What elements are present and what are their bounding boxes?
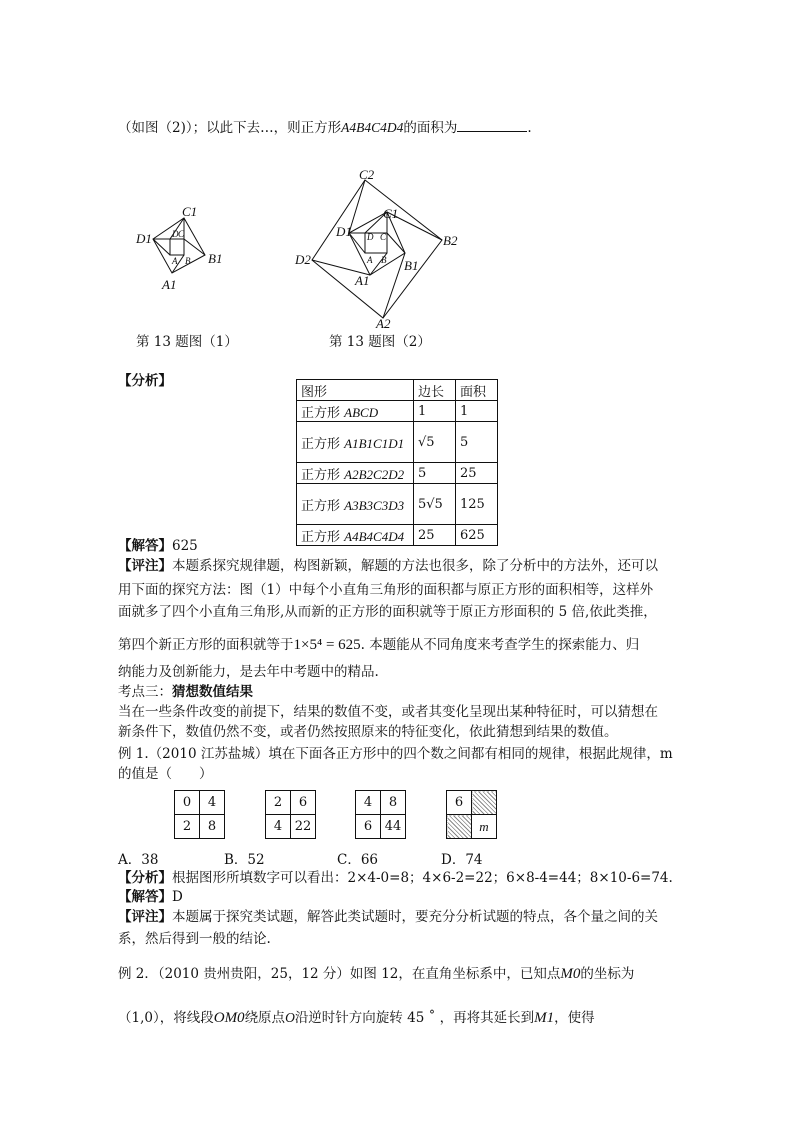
answer-blank (457, 119, 527, 132)
example2-line-2 (118, 1004, 595, 1032)
number-grid-2 (265, 790, 316, 839)
example1-comment-label: 【评注】 (118, 909, 172, 925)
top-line-suffix: 的面积为 (403, 120, 458, 136)
shape-prefix: 正方形 (301, 529, 345, 545)
table-cell-area: 5 (456, 422, 498, 463)
comment-formula: 1×5⁴ = 625 (293, 637, 361, 653)
number-grid-1 (174, 790, 225, 839)
label-a-fig1: A (172, 256, 178, 266)
example1-analysis (118, 868, 673, 888)
example2-segment: OM0 (213, 1010, 245, 1026)
example2-line-1-prefix: 例 2．（2010 贵州贵阳，25，12 分）如图 12，在直角坐标系中，已知点 (118, 966, 561, 982)
example2-text-d: ，使得 (554, 1010, 595, 1026)
option-d: D．74 (441, 852, 483, 868)
table-cell-area: 125 (456, 484, 498, 525)
comment-line-1 (118, 556, 658, 576)
shape-prefix: 正方形 (301, 498, 345, 514)
label-c2: C2 (359, 167, 375, 182)
figure-caption-1: 第 13 题图（1） (136, 334, 238, 350)
comment-line-4 (118, 630, 639, 660)
table-header-row (297, 380, 498, 401)
grid-cell: 2 (175, 815, 200, 839)
square-a2b2c2d2 (312, 180, 442, 318)
results-table (296, 379, 498, 546)
comment-line-4-suffix: . 本题能从不同角度来考查学生的探索能力、归 (360, 637, 640, 653)
table-row (297, 422, 498, 463)
shape-name: A4B4C4D4 (344, 528, 405, 544)
grid-cell: 44 (381, 815, 406, 839)
grid-cell (472, 815, 497, 839)
table-cell-side: 5 (414, 463, 456, 484)
example2-point-m0: M0 (560, 966, 581, 982)
label-b1-fig2: B1 (404, 258, 419, 273)
example1-answer (118, 887, 183, 907)
example1-analysis-label: 【分析】 (118, 870, 172, 886)
table-row (297, 484, 498, 525)
label-c-fig1: C (178, 229, 185, 239)
comment-line-5: 纳能力及创新能力，是去年中考题中的精品. (118, 664, 379, 680)
grid-cell: 4 (356, 791, 381, 815)
grid-cell-hatched (447, 815, 472, 839)
comment-line-4-prefix: 第四个新正方形的面积就等于 (118, 637, 294, 653)
example2-line-1 (118, 960, 634, 988)
section-label: 考点三： (118, 684, 172, 700)
answer-line (118, 536, 198, 556)
shape-name: A1B1C1D1 (344, 435, 405, 451)
figure-2 (312, 180, 442, 318)
example1-comment-text: 本题属于探究类试题，解答此类试题时，要充分分析试题的特点，各个量之间的关 (172, 909, 658, 925)
number-grid-3 (355, 790, 406, 839)
shape-prefix: 正方形 (301, 405, 345, 421)
table-cell-side: 5√5 (414, 484, 456, 525)
label-d1-fig2: D1 (336, 224, 352, 239)
table-row (297, 463, 498, 484)
table-cell-shape (297, 525, 414, 546)
table-row (297, 525, 498, 546)
comment-label: 【评注】 (118, 558, 172, 574)
answer-value: 625 (172, 538, 198, 554)
analysis-label: 【分析】 (118, 373, 172, 389)
answer-label: 【解答】 (118, 538, 172, 554)
table-cell-side: √5 (414, 422, 456, 463)
shape-name: ABCD (344, 404, 379, 420)
grid-cell: 6 (447, 791, 472, 815)
shape-name: A2B2C2D2 (344, 466, 405, 482)
example1-analysis-text: 根据图形所填数字可以看出：2×4-0=8；4×6-2=22；6×8-4=44；8×10-6=74. (172, 870, 673, 886)
top-line-end: . (527, 120, 532, 136)
label-a1-fig1: A1 (162, 277, 177, 292)
example2-text-a: （1,0），将线段 (118, 1010, 214, 1026)
label-a-fig2: A (367, 255, 373, 265)
comment-text-1: 本题系探究规律题，构图新颖，解题的方法也很多，除了分析中的方法外，还可以 (172, 558, 658, 574)
table-cell-side: 1 (414, 401, 456, 422)
table-cell-shape (297, 401, 414, 422)
table-cell-area: 25 (456, 463, 498, 484)
grid-cell-hatched (472, 791, 497, 815)
square-abcd-fig1 (170, 239, 184, 255)
option-c: C．66 (337, 852, 379, 868)
table-cell-side: 25 (414, 525, 456, 546)
table-cell-area: 625 (456, 525, 498, 546)
grid-cell: 4 (266, 815, 291, 839)
table-cell-shape (297, 484, 414, 525)
label-c1-fig2: C1 (383, 206, 399, 221)
table-cell-shape (297, 422, 414, 463)
grid-cell: 0 (175, 791, 200, 815)
label-d-fig2: D (367, 232, 374, 242)
example2-text-b: 绕原点 (244, 1010, 286, 1026)
section-heading (118, 682, 253, 702)
table-cell-shape (297, 463, 414, 484)
grid-cell: 8 (200, 815, 225, 839)
label-b1-fig1: B1 (208, 251, 223, 266)
top-line-square: A4B4C4D4 (341, 120, 404, 135)
intro-line-1: 当在一些条件改变的前提下，结果的数值不变，或者其变化呈现出某种特征时，可以猜想在 (118, 704, 658, 720)
label-a2: A2 (376, 316, 391, 331)
shape-name: A3B3C3D3 (344, 497, 405, 513)
label-a1-fig2: A1 (355, 273, 370, 288)
example2-origin: O (285, 1010, 295, 1025)
shape-prefix: 正方形 (301, 467, 345, 483)
example1-comment-2: 系，然后得到一般的结论. (118, 931, 271, 947)
section-title: 猜想数值结果 (172, 684, 253, 700)
label-b-fig1: B (185, 256, 191, 266)
example1-line-2: 的值是（ ） (118, 766, 213, 782)
geometry-figure (0, 160, 794, 340)
example2-line-1-suffix: 的坐标为 (580, 966, 635, 982)
intro-line-2: 新条件下，数值仍然不变，或者仍然按照原来的特征变化，依此猜想到结果的数值。 (118, 724, 618, 740)
label-d-fig1: D (172, 229, 179, 239)
table-row (297, 401, 498, 422)
label-b2: B2 (443, 233, 458, 248)
label-c-fig2: C (380, 232, 387, 242)
example2-text-c: 沿逆时针方向旋转 45 ˚ ，再将其延长到 (294, 1010, 535, 1026)
grid-cell: 2 (266, 791, 291, 815)
grid-cell: 6 (291, 791, 316, 815)
example1-line-1: 例 1.（2010 江苏盐城）填在下面各正方形中的四个数之间都有相同的规律，根据此规律，m (118, 746, 673, 762)
header-shape: 图形 (297, 380, 414, 401)
top-line (118, 118, 532, 138)
label-b-fig2: B (381, 255, 387, 265)
figure-caption-2: 第 13 题图（2） (329, 334, 431, 350)
grid-cell: 8 (381, 791, 406, 815)
comment-line-3: 面就多了四个小直角三角形,从而新的正方形的面积就等于原正方形面积的 5 倍,依此类推， (118, 604, 657, 620)
shape-prefix: 正方形 (301, 436, 345, 452)
label-d2: D2 (295, 252, 311, 267)
example1-answer-label: 【解答】 (118, 889, 172, 905)
header-side: 边长 (414, 380, 456, 401)
label-c1-fig1: C1 (182, 204, 198, 219)
grid-cell: 6 (356, 815, 381, 839)
number-grid-4 (446, 790, 497, 839)
option-b: B．52 (224, 852, 265, 868)
option-a: A．38 (118, 852, 159, 868)
example1-answer-value: D (172, 889, 183, 905)
table-cell-area: 1 (456, 401, 498, 422)
header-area: 面积 (456, 380, 498, 401)
example2-point-m1: M1 (534, 1010, 555, 1026)
comment-line-2: 用下面的探究方法：图（1）中每个小直角三角形的面积都与原正方形的面积相等，这样外 (118, 582, 654, 598)
grid-cell-m: m (479, 818, 489, 834)
grid-cell: 22 (291, 815, 316, 839)
example1-comment-1 (118, 907, 658, 927)
figure-1 (153, 218, 205, 273)
grid-cell: 4 (200, 791, 225, 815)
top-line-prefix: （如图（2)）；以此下去…，则正方形 (118, 120, 342, 136)
label-d1-fig1: D1 (136, 231, 152, 246)
